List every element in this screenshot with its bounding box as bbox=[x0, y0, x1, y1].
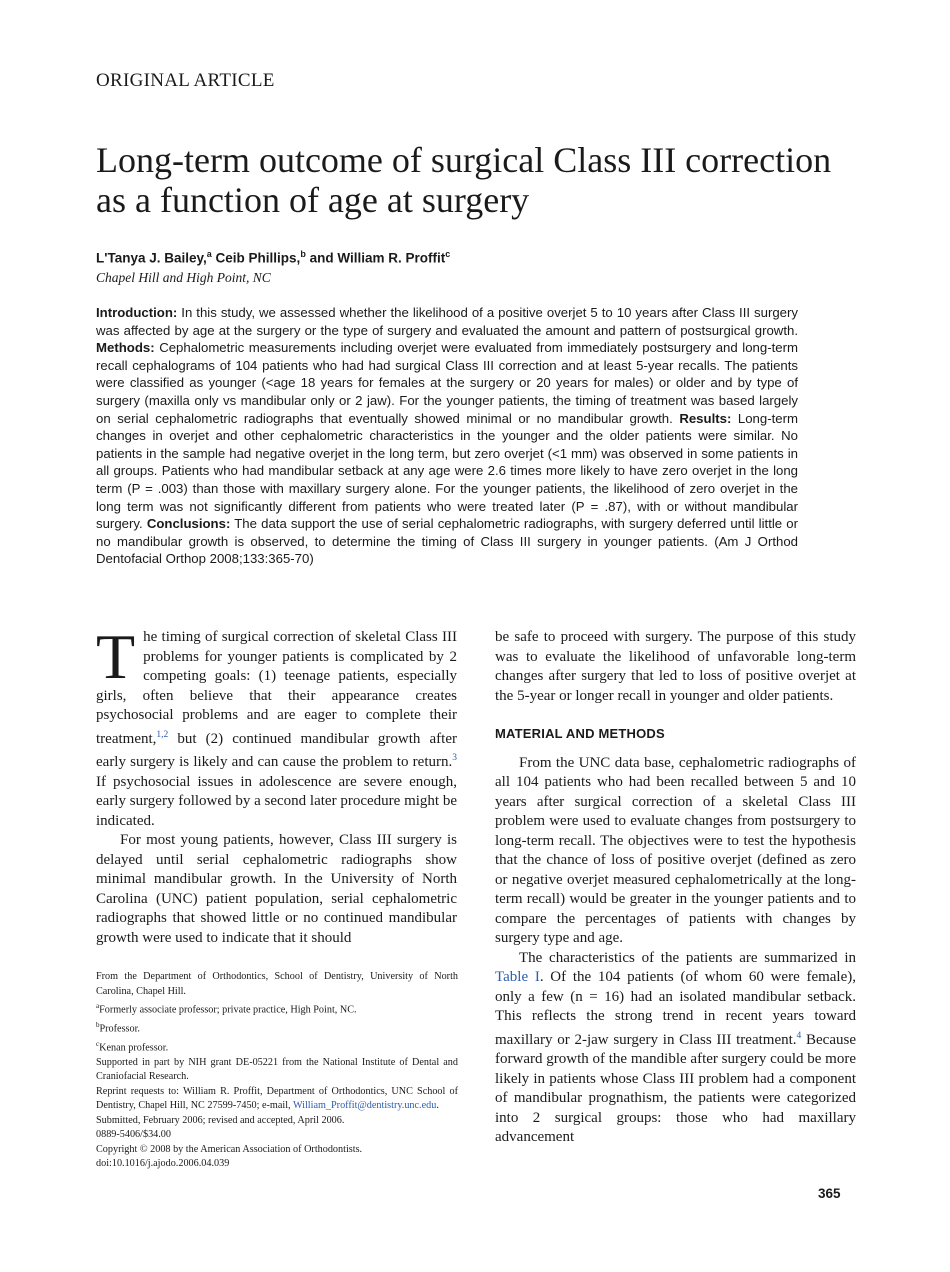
body-paragraph: be safe to proceed with surgery. The purpose of this study was to evaluate the likelihood of unfavorable long-term changes after surgery that led to loss of positive overjet at the 5-year or longer recall in younger and older patients. bbox=[495, 629, 856, 704]
body-paragraph bbox=[495, 949, 856, 1148]
paragraph-text: but (2) continued mandibular growth after early surgery is likely and can cause the problem to return. bbox=[96, 730, 457, 770]
body-column-left bbox=[96, 621, 457, 948]
footnote bbox=[96, 1018, 458, 1037]
paragraph-text: . Of the 104 patients (of whom 60 were female), only a few (n = 16) had an isolated mandibular setback. This reflects the strong trend in recent years toward maxillary or 2-jaw surgery in Class III treatment. bbox=[495, 969, 856, 1048]
footnote: 0889-5406/$34.00 bbox=[96, 1129, 171, 1141]
footnote-text: . bbox=[436, 1100, 439, 1112]
footnote: From the Department of Orthodontics, School of Dentistry, University of North Carolina, Chapel Hill. bbox=[96, 971, 458, 997]
abstract bbox=[96, 304, 798, 568]
abstract-results-label: Results: bbox=[679, 410, 732, 426]
author-affiliation-mark: a bbox=[206, 249, 212, 259]
section-heading: MATERIAL AND METHODS bbox=[495, 726, 665, 741]
abstract-conclusions-label: Conclusions: bbox=[146, 516, 231, 532]
email-link[interactable]: William_Proffit@dentistry.unc.edu bbox=[292, 1100, 437, 1112]
author-affiliation-mark: b bbox=[300, 249, 306, 259]
citation-link[interactable]: 3 bbox=[452, 753, 457, 763]
abstract-intro-label: Introduction: bbox=[96, 305, 178, 320]
author-name: and William R. Proffit bbox=[309, 250, 446, 266]
abstract-conclusions-text: The data support the use of serial cephalometric radiographs, with surgery deferred until little or no mandibular growth is observed, to determine the timing of Class III surgery in younger patients. (Am J Orthod Dentofacial Orthop 2008;133:365-70) bbox=[96, 516, 798, 567]
abstract-results-text: Long-term changes in overjet and other cephalometric characteristics in the younger and the older patients were similar. No patients in the sample had negative overjet in the long term, but zero overjet (<1 mm) was observed in some patients in all groups. Patients who had mandibular setback at any age were 2.6 times more likely to have zero overjet in the long term (P = .003) than those with maxillary surgery alone. For the younger patients, the likelihood of zero overjet in the long term was not significantly different from patients who were treated later (P = .87), with or without mandibular surgery. bbox=[96, 410, 798, 532]
page-number: 365 bbox=[818, 1186, 841, 1201]
body-paragraph: From the UNC data base, cephalometric radiographs of all 104 patients who had been recalled between 5 and 10 years after surgical correction of a skeletal Class III problem were used to evaluate changes from postsurgery to long-term recall. The objectives were to test the hypothesis that the chance of loss of positive overjet (defined as zero or negative overjet measured cephalometrically at the long-term recall) would be greater in the younger patients and to compare the percentages of patients with changes by surgery type and age. bbox=[495, 754, 856, 946]
footnote-text: Professor. bbox=[99, 1023, 140, 1035]
body-paragraph: For most young patients, however, Class III surgery is delayed until serial cephalometric radiographs show minimal mandibular growth. In the University of North Carolina (UNC) patient population, serial cephalometric radiographs that showed little or no continued mandibular growth were used to indicate that it should bbox=[96, 832, 457, 946]
author-name: Ceib Phillips, bbox=[215, 250, 301, 266]
footnote-text: Kenan professor. bbox=[99, 1042, 169, 1054]
author-name: L'Tanya J. Bailey, bbox=[96, 250, 207, 266]
footnote-text: Formerly associate professor; private practice, High Point, NC. bbox=[99, 1004, 357, 1016]
footnote: doi:10.1016/j.ajodo.2006.04.039 bbox=[96, 1158, 230, 1170]
citation-link[interactable]: 4 bbox=[796, 1030, 802, 1041]
footnote bbox=[96, 999, 458, 1018]
footnote-mark: b bbox=[96, 1020, 100, 1029]
footnote: Submitted, February 2006; revised and accepted, April 2006. bbox=[96, 1114, 345, 1126]
footnote-mark: c bbox=[96, 1039, 100, 1048]
abstract-methods-text: Cephalometric measurements including overjet were evaluated from immediately postsurgery and long-term recall cephalograms of 104 patients who had had surgical Class III correction and at least 5-year recalls. The patients were classified as younger (<age 18 years for females at the surgery or 20 years for males) or older and by type of surgery (maxilla only vs mandibular only or 2 jaw). For the younger patients, the timing of treatment was based largely on serial cephalometric radiographs that eventually showed minimal or no mandibular growth. bbox=[96, 340, 798, 426]
citation-link[interactable]: 1,2 bbox=[156, 729, 169, 740]
drop-cap: T bbox=[96, 621, 136, 692]
author-affiliation-mark: c bbox=[445, 249, 451, 259]
footnotes bbox=[96, 970, 458, 1172]
table-reference-link[interactable]: Table I bbox=[495, 969, 540, 985]
footnote-mark: a bbox=[96, 1002, 100, 1010]
abstract-intro-text: In this study, we assessed whether the likelihood of a positive overjet 5 to 10 years after Class III surgery was affected by age at the surgery or the type of surgery and evaluated the amount and pattern of postsurgical growth. bbox=[96, 305, 798, 338]
affiliation: Chapel Hill and High Point, NC bbox=[96, 270, 271, 285]
abstract-methods-label: Methods: bbox=[96, 340, 155, 356]
footnote: Copyright © 2008 by the American Association of Orthodontists. bbox=[96, 1143, 363, 1155]
paragraph-text: he timing of surgical correction of skeletal Class III problems for younger patients is complicated by 2 competing goals: (1) teenage patients, especially girls, often believe that their appearance creates psychosocial problems and are eager to complete their treatment, bbox=[96, 629, 457, 747]
paragraph-text: If psychosocial issues in adolescence are severe enough, early surgery followed by a second later procedure might be indicated. bbox=[96, 773, 457, 829]
footnote bbox=[96, 1037, 458, 1056]
article-title: Long-term outcome of surgical Class III correction as a function of age at surgery bbox=[96, 140, 832, 220]
paragraph-text: The characteristics of the patients are summarized in bbox=[519, 949, 856, 966]
footnote bbox=[96, 1085, 458, 1114]
author-list bbox=[96, 249, 450, 266]
section-label: ORIGINAL ARTICLE bbox=[96, 70, 275, 91]
paragraph-text: Because forward growth of the mandible after surgery could be more likely in patients whose Class III problem had a component of mandibular prognathism, the patients were categorized into 2 surgical groups: those who had maxillary advancement bbox=[495, 1031, 856, 1145]
body-column-right bbox=[495, 628, 856, 1148]
footnote: Supported in part by NIH grant DE-05221 from the National Institute of Dental and Craniofacial Research. bbox=[96, 1056, 458, 1083]
footnote-text: Reprint requests to: William R. Proffit, Department of Orthodontics, UNC School of Dentistry, Chapel Hill, NC 27599-7450; e-mail, bbox=[96, 1085, 458, 1112]
body-paragraph bbox=[96, 621, 457, 831]
